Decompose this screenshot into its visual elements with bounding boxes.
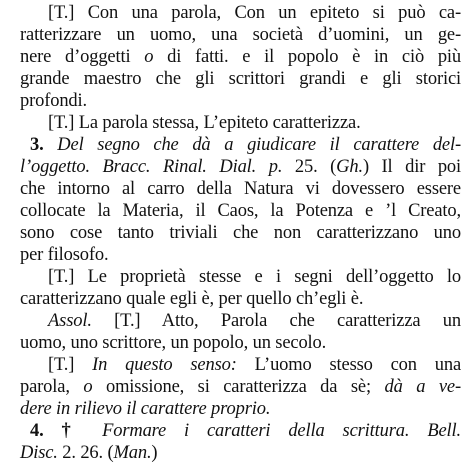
italic-text: l’oggetto. Bracc. Rinal. Dial. p.: [20, 157, 283, 177]
text-segment: [T.] Con una parola, Con un epiteto si può ca-: [48, 3, 461, 23]
text-segment: ratterizzare un uomo, una società d’uomini, un ge-: [20, 25, 461, 45]
text-segment: ): [151, 443, 158, 463]
text-segment: nere d’oggetti: [20, 47, 145, 67]
text-line: [20, 90, 87, 112]
text-segment: grande maestro che gli scrittori grandi e gli storici: [20, 69, 461, 89]
text-line: [20, 222, 461, 244]
text-segment: L’uomo stesso con una: [236, 355, 462, 375]
text-segment: caratterizzano quale egli è, per quello ch’egli è.: [20, 289, 364, 309]
text-segment: ) Il dir poi: [362, 157, 462, 177]
text-line: [48, 2, 461, 24]
text-line: [20, 288, 363, 310]
italic-text: Assol.: [48, 311, 92, 331]
text-line: [20, 156, 461, 178]
text-segment: [T.]: [48, 355, 93, 375]
text-line: [20, 332, 326, 354]
text-segment: 2. 26. (: [57, 443, 114, 463]
text-line: [30, 420, 461, 442]
text-line: [20, 376, 461, 398]
text-segment: collocate la Materia, il Caos, la Potenza e ’l Creato,: [20, 201, 461, 221]
italic-text: Disc.: [20, 443, 58, 463]
text-segment: uomo, uno scrittore, un popolo, un secolo.: [20, 333, 327, 353]
text-segment: 25. (: [282, 157, 337, 177]
text-line: [20, 178, 461, 200]
text-segment: omissione, si caratterizza da sè;: [92, 377, 385, 397]
text-line: [20, 46, 461, 68]
italic-text: dà a ve-: [384, 377, 461, 397]
text-segment: [T.] La parola stessa, L’epiteto caratterizza.: [48, 113, 361, 133]
bold-text: 4. †: [30, 421, 103, 441]
text-line: [20, 442, 157, 464]
italic-text: o: [144, 47, 154, 67]
text-segment: di fatti. e il popolo è in ciò più: [153, 47, 462, 67]
bold-text: 3.: [30, 135, 58, 155]
italic-text: Gh.: [336, 157, 363, 177]
text-line: [48, 310, 461, 332]
text-line: [48, 354, 461, 376]
italic-text: Man.: [113, 443, 152, 463]
text-line: [20, 200, 461, 222]
italic-text: Del segno che dà a giudicare il carattere del-: [57, 135, 461, 155]
text-line: [48, 112, 361, 134]
text-segment: parola,: [20, 377, 84, 397]
text-segment: che intorno al carro della Natura vi dovessero essere: [20, 179, 461, 199]
text-line: [20, 398, 270, 420]
italic-text: o: [83, 377, 93, 397]
text-segment: sono cose tanto triviali che non caratterizzano uno: [20, 223, 461, 243]
text-line: [48, 266, 461, 288]
text-line: [20, 68, 461, 90]
text-segment: profondi.: [20, 91, 87, 111]
text-line: [20, 244, 108, 266]
italic-text: In questo senso:: [92, 355, 237, 375]
text-line: [20, 24, 461, 46]
italic-text: Formare i caratteri della scrittura. Bell.: [102, 421, 461, 441]
italic-text: dere in rilievo il carattere proprio.: [20, 399, 271, 419]
text-segment: [T.] Le proprietà stesse e i segni dell’oggetto lo: [48, 267, 461, 287]
text-segment: per filosofo.: [20, 245, 109, 265]
text-segment: [T.] Atto, Parola che caratterizza un: [91, 311, 461, 331]
text-line: [30, 134, 461, 156]
